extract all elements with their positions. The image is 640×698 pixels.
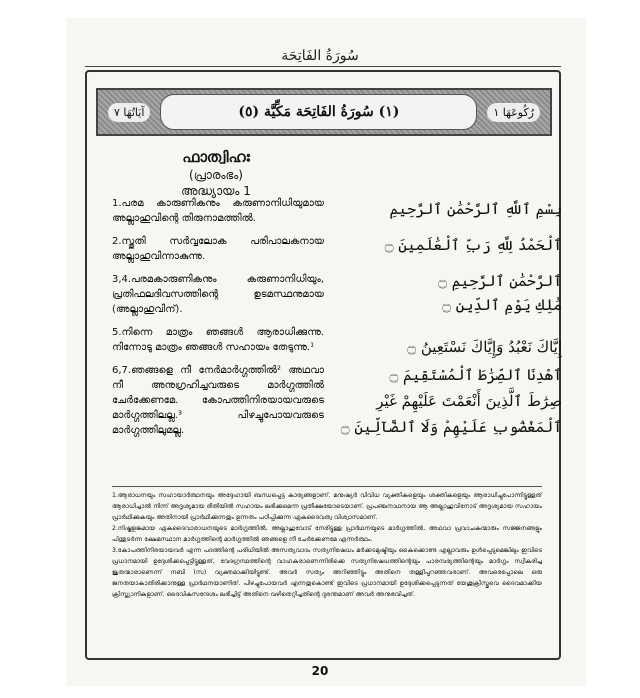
banner-title: (١) سُورَةُ الفَاتِحَة مَكِّيَّة (٥) <box>160 94 477 130</box>
page-number: 20 <box>311 664 329 678</box>
surah-subtitle: (പ്രാരംഭം) <box>189 168 243 182</box>
verse-ar-3: ٱلرَّحْمَٰنِ ٱلرَّحِيمِ ۝ <box>438 272 562 290</box>
banner-left-label: آيَاتُهَا ٧ <box>108 103 150 122</box>
footnote-1: 1.ആരാധനയും സഹായാർത്ഥനയും അദ്ദേഹായി ബന്ധപ്പെട്ട കാര്യങ്ങളാണ്. മനുഷ്യർ വിവിധ വ്യക്തികളെയും ശക്തികളെയും ആരാധിച്ചുപോന്നിട്ടുള്ളത് ആരാധിച്ചാൽ നിന്ന് അദൃശ്യമായ രീതിയിൽ സഹായം ലഭിക്കുമെന്ന പ്രതീക്ഷയോടെയാണ്. പ്രപഞ്ചനാഥനായ ആ അല്ലാഹുവിനോട് അദൃശ്യമായ സഹായം പ്രാർഥിക്കുകയും അതിനായി പ്രാർഥിക്കുന്നതും ഉന്നതം പഠിപ്പിക്കുന്ന ഏകദൈവത്വ വിശ്വാസമാണ്. <box>112 492 542 521</box>
chapter-label: അദ്ധ്യായം 1 <box>181 184 251 198</box>
footnote-2: 2.നിഷ്കളങ്കമായ ഏകദൈവാരാധനയുടെ മാർഗ്ഗത്തിൽ, അല്ലാഹുവോട് നേരിട്ടുള്ള പ്രാർഥനയുടെ മാർഗ്ഗത്തിൽ, അഥവാ പ്രവാചകന്മാരും സജ്ജനങ്ങളും പിന്തുടർന്ന ക്ഷേമസ്ഥാന മാർഗ്ഗത്തിന്റെ മാർഗ്ഗത്തിൽ ഞങ്ങളെ നീ ചേർക്കേണമേ എന്നർത്ഥം. <box>112 525 542 543</box>
verse-ar-7a: صِرَٰطَ ٱلَّذِينَ أَنْعَمْتَ عَلَيْهِمْ غَيْرِ <box>376 392 562 410</box>
verse-ml-2: 2.സ്തുതി സർവ്വലോക പരിപാലകനായ അല്ലാഹുവിന്നാകുന്നു. <box>112 236 324 262</box>
verse-ar-6: ٱهْدِنَا ٱلصِّرَٰطَ ٱلْمُسْتَقِيمَ ۝ <box>389 366 562 384</box>
verse-ml-6-7: 6,7.ഞങ്ങളെ നീ നേർമാർഗ്ഗത്തിൽ² അഥവാ നീ അനുഗ്രഹിച്ചവരുടെ മാർഗ്ഗത്തിൽ ചേർക്കേണമേ. കോപത്തിനിരയായവരുടെ മാർഗ്ഗത്തിലല്ല.³ പിഴച്ചുപോയവരുടെ മാർഗ്ഗത്തിലുമല്ല. <box>112 365 324 436</box>
head-rule <box>85 66 561 67</box>
surah-title: ഫാത്വിഹഃ <box>182 148 250 166</box>
verse-ml-5: 5.നിന്നെ മാത്രം ഞങ്ങൾ ആരാധിക്കുന്നു. നിന്നോടു മാത്രം ഞങ്ങൾ സഹായം തേടുന്നു.¹ <box>112 327 324 353</box>
footnotes <box>112 490 542 600</box>
verse-ml-3-4: 3,4.പരമകാരുണികനും കരുണാനിധിയും, പ്രതിഫലദിവസത്തിന്റെ ഉടമസ്ഥനുമായ (അല്ലാഹുവിന്). <box>112 274 324 315</box>
malayalam-translation <box>112 196 324 446</box>
verse-ar-7b: ٱلْمَغْضُوبِ عَلَيْهِمْ وَلَا ٱلضَّآلِّينَ ۝ <box>340 418 562 436</box>
surah-banner <box>96 88 552 136</box>
running-head: سُورَةُ الفَاتِحَة <box>281 48 359 64</box>
verse-ar-1: بِسْمِ ٱللَّهِ ٱلرَّحْمَٰنِ ٱلرَّحِيمِ <box>389 200 562 218</box>
verse-ar-2: ٱلْحَمْدُ لِلَّهِ رَبِّ ٱلْعَٰلَمِينَ ۝ <box>384 236 562 254</box>
verse-ar-5: إِيَّاكَ نَعْبُدُ وَإِيَّاكَ نَسْتَعِينُ ۝ <box>407 338 562 356</box>
verse-ml-1: 1.പരമ കാരുണികനും കരുണാനിധിയുമായ അല്ലാഹുവിന്റെ തിരുനാമത്തിൽ. <box>112 198 324 224</box>
footnote-rule <box>112 486 542 487</box>
banner-right-label: رُكُوعَهَا ١ <box>487 103 540 122</box>
verse-ar-4: مَٰلِكِ يَوْمِ ٱلدِّينِ ۝ <box>442 296 562 314</box>
footnote-3: 3.കോപത്തിനിരയായവർ എന്ന പദത്തിന്റെ പരിധിയിൽ അസത്യവാദം സത്യനിഷേധം മർക്കടമുഷ്ടിയും കൈക്കൊണ്ട എല്ലാവരും ഉൾപ്പെടുമെങ്കിലും ഇവിടെ പ്രധാനമായി ഉദ്ദേശിക്കപ്പെട്ടിട്ടുള്ളത്, വേദഗ്രന്ഥത്തിന്റെ വാഹകരാണെന്നിരിക്കെ സത്യനിഷേധത്തിന്റെയും പാരമ്പര്യത്തിന്റെയും മാർഗ്ഗം സ്വീകരിച്ച ജൂതന്മാരാണെന്ന് നബി (സ) വ്യക്തമാക്കിയിട്ടുണ്ട്. അവർ സത്യം അറിഞ്ഞിട്ടും അതിനെ തള്ളിപ്പറഞ്ഞവരാണ്. അവരെപ്പോലെ ഒരു ജനതയാകാതിരിക്കാനുള്ള പ്രാർഥനയാണിത്. പിഴച്ചുപോയവർ എന്നതുകൊണ്ട് ഇവിടെ പ്രധാനമായി ഉദ്ദേശിക്കപ്പെടുന്നത് യേശുക്രിസ്തുവെ ദൈവമാക്കിയ ക്രിസ്ത്യാനികളാണ്. ദൈവികസന്ദേശം ലഭിച്ചിട്ട് അതിനെ വഴിതെറ്റിച്ചതിന്റെ ദുരന്തമാണ് അവർ അനുഭവിച്ചത്. <box>112 547 542 598</box>
